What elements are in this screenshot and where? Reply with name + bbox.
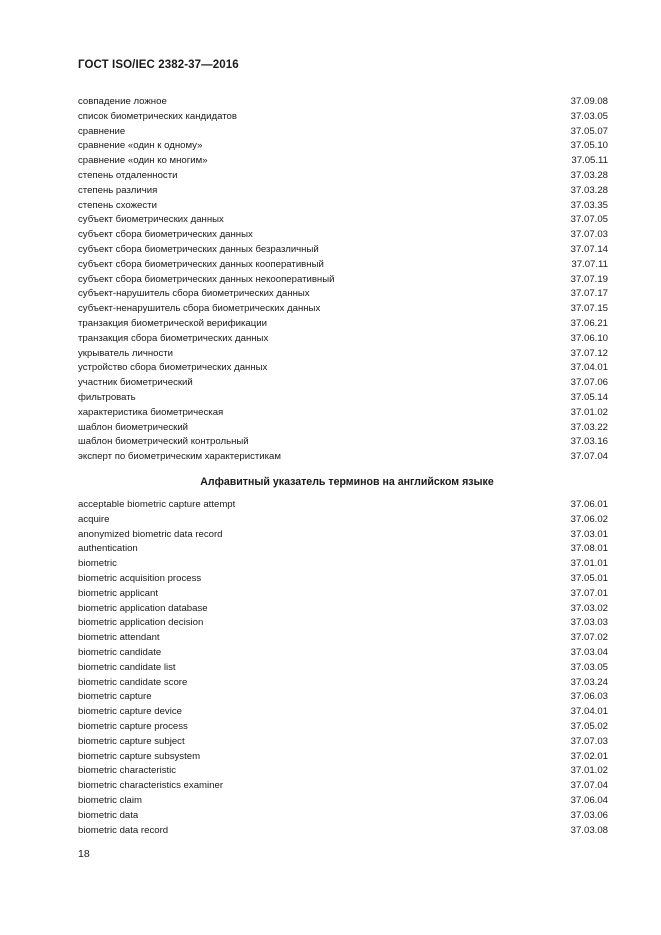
index-code: 37.05.07 bbox=[570, 125, 608, 137]
page-number: 18 bbox=[78, 848, 90, 860]
index-row bbox=[78, 557, 608, 572]
index-code: 37.05.10 bbox=[570, 140, 608, 152]
index-row bbox=[78, 228, 608, 243]
index-row bbox=[78, 646, 608, 661]
index-row bbox=[78, 779, 608, 794]
index-code: 37.06.03 bbox=[570, 691, 608, 703]
index-term: biometric data bbox=[78, 809, 139, 821]
index-code: 37.01.02 bbox=[570, 406, 608, 418]
index-row bbox=[78, 287, 608, 302]
index-row bbox=[78, 705, 608, 720]
index-code: 37.03.28 bbox=[570, 169, 608, 181]
index-term: biometric attendant bbox=[78, 632, 160, 644]
index-term: biometric capture process bbox=[78, 720, 188, 732]
index-term: biometric data record bbox=[78, 824, 169, 836]
index-term: biometric capture device bbox=[78, 706, 182, 718]
index-term: шаблон биометрический bbox=[78, 421, 189, 433]
index-row bbox=[78, 110, 608, 125]
index-row bbox=[78, 616, 608, 631]
index-term: субъект сбора биометрических данных безразличный bbox=[78, 243, 319, 255]
index-term: фильтровать bbox=[78, 391, 136, 403]
index-code: 37.07.03 bbox=[570, 735, 608, 747]
index-row bbox=[78, 347, 608, 362]
index-row bbox=[78, 794, 608, 809]
index-term: biometric application decision bbox=[78, 617, 204, 629]
document-header-title: ГОСТ ISO/IEC 2382-37—2016 bbox=[78, 59, 239, 71]
index-term: biometric claim bbox=[78, 794, 142, 806]
index-term: шаблон биометрический контрольный bbox=[78, 436, 249, 448]
index-row bbox=[78, 764, 608, 779]
index-term: степень схожести bbox=[78, 199, 157, 211]
index-row bbox=[78, 199, 608, 214]
index-row bbox=[78, 302, 608, 317]
index-code: 37.06.04 bbox=[570, 794, 608, 806]
index-code: 37.03.05 bbox=[570, 110, 608, 122]
index-term: сравнение «один ко многим» bbox=[78, 155, 208, 167]
index-code: 37.03.03 bbox=[570, 617, 608, 629]
index-term: транзакция сбора биометрических данных bbox=[78, 332, 269, 344]
index-term: biometric capture subject bbox=[78, 735, 185, 747]
index-row bbox=[78, 376, 608, 391]
index-row bbox=[78, 213, 608, 228]
index-term: anonymized biometric data record bbox=[78, 528, 223, 540]
index-code: 37.07.06 bbox=[570, 377, 608, 389]
english-index-title: Алфавитный указатель терминов на английском языке bbox=[200, 476, 494, 488]
index-term: biometric characteristic bbox=[78, 765, 177, 777]
index-row bbox=[78, 125, 608, 140]
index-code: 37.03.02 bbox=[570, 602, 608, 614]
index-code: 37.03.04 bbox=[570, 646, 608, 658]
index-code: 37.02.01 bbox=[570, 750, 608, 762]
index-row bbox=[78, 273, 608, 288]
index-code: 37.05.01 bbox=[570, 572, 608, 584]
index-term: biometric applicant bbox=[78, 587, 158, 599]
index-code: 37.07.02 bbox=[570, 632, 608, 644]
index-code: 37.01.01 bbox=[570, 558, 608, 570]
index-term: список биометрических кандидатов bbox=[78, 110, 237, 122]
index-row bbox=[78, 421, 608, 436]
index-term: субъект сбора биометрических данных некооперативный bbox=[78, 273, 335, 285]
index-term: субъект-ненарушитель сбора биометрических данных bbox=[78, 303, 321, 315]
index-term: biometric candidate bbox=[78, 646, 162, 658]
index-code: 37.07.14 bbox=[570, 243, 608, 255]
index-row bbox=[78, 243, 608, 258]
index-row bbox=[78, 602, 608, 617]
index-term: характеристика биометрическая bbox=[78, 406, 224, 418]
index-row bbox=[78, 406, 608, 421]
index-code: 37.07.01 bbox=[570, 587, 608, 599]
index-term: biometric candidate list bbox=[78, 661, 176, 673]
index-term: acquire bbox=[78, 513, 110, 525]
index-row bbox=[78, 332, 608, 347]
index-row bbox=[78, 735, 608, 750]
index-row bbox=[78, 676, 608, 691]
index-code: 37.08.01 bbox=[570, 543, 608, 555]
index-code: 37.01.02 bbox=[570, 765, 608, 777]
index-code: 37.07.05 bbox=[570, 214, 608, 226]
index-row bbox=[78, 154, 608, 169]
index-code: 37.05.14 bbox=[570, 391, 608, 403]
index-term: biometric candidate score bbox=[78, 676, 188, 688]
index-row bbox=[78, 528, 608, 543]
index-row bbox=[78, 95, 608, 110]
index-term: совпадение ложное bbox=[78, 96, 167, 107]
index-row bbox=[78, 720, 608, 735]
index-term: biometric capture bbox=[78, 691, 152, 703]
index-code: 37.03.08 bbox=[570, 824, 608, 836]
index-row bbox=[78, 513, 608, 528]
index-term: устройство сбора биометрических данных bbox=[78, 362, 268, 374]
index-code: 37.07.12 bbox=[570, 347, 608, 359]
index-code: 37.06.02 bbox=[570, 513, 608, 525]
index-row bbox=[78, 587, 608, 602]
index-row bbox=[78, 361, 608, 376]
index-code: 37.07.04 bbox=[570, 451, 608, 463]
index-term: субъект-нарушитель сбора биометрических данных bbox=[78, 288, 310, 300]
index-row bbox=[78, 572, 608, 587]
index-row bbox=[78, 809, 608, 824]
index-term: сравнение bbox=[78, 125, 126, 137]
index-row bbox=[78, 542, 608, 557]
index-code: 37.07.11 bbox=[571, 258, 608, 270]
index-code: 37.05.11 bbox=[571, 155, 608, 167]
index-code: 37.03.05 bbox=[570, 661, 608, 673]
index-term: biometric capture subsystem bbox=[78, 750, 201, 762]
index-term: транзакция биометрической верификации bbox=[78, 317, 267, 329]
index-code: 37.06.01 bbox=[570, 499, 608, 510]
index-term: эксперт по биометрическим характеристикам bbox=[78, 451, 281, 463]
index-code: 37.07.17 bbox=[570, 288, 608, 300]
english-term-index bbox=[78, 498, 608, 838]
index-row bbox=[78, 169, 608, 184]
index-term: biometric acquisition process bbox=[78, 572, 202, 584]
index-row bbox=[78, 391, 608, 406]
index-code: 37.07.19 bbox=[570, 273, 608, 285]
index-code: 37.05.02 bbox=[570, 720, 608, 732]
index-code: 37.03.06 bbox=[570, 809, 608, 821]
index-row bbox=[78, 824, 608, 839]
index-row bbox=[78, 435, 608, 450]
index-term: acceptable biometric capture attempt bbox=[78, 499, 236, 510]
index-row bbox=[78, 661, 608, 676]
index-row bbox=[78, 750, 608, 765]
index-term: сравнение «один к одному» bbox=[78, 140, 203, 152]
index-row bbox=[78, 631, 608, 646]
index-code: 37.03.22 bbox=[570, 421, 608, 433]
index-code: 37.03.35 bbox=[570, 199, 608, 211]
index-row bbox=[78, 450, 608, 465]
index-row bbox=[78, 184, 608, 199]
index-code: 37.03.24 bbox=[570, 676, 608, 688]
index-code: 37.03.01 bbox=[570, 528, 608, 540]
index-term: biometric bbox=[78, 558, 117, 570]
index-code: 37.09.08 bbox=[570, 96, 608, 107]
index-term: субъект сбора биометрических данных bbox=[78, 229, 253, 241]
index-term: степень различия bbox=[78, 184, 158, 196]
index-code: 37.06.21 bbox=[570, 317, 608, 329]
index-row bbox=[78, 317, 608, 332]
index-term: authentication bbox=[78, 543, 138, 555]
index-code: 37.07.03 bbox=[570, 229, 608, 241]
index-row bbox=[78, 139, 608, 154]
index-row bbox=[78, 258, 608, 273]
index-term: субъект сбора биометрических данных кооперативный bbox=[78, 258, 324, 270]
index-term: участник биометрический bbox=[78, 377, 193, 389]
index-code: 37.04.01 bbox=[570, 362, 608, 374]
index-code: 37.07.15 bbox=[570, 303, 608, 315]
index-code: 37.06.10 bbox=[570, 332, 608, 344]
index-code: 37.03.28 bbox=[570, 184, 608, 196]
index-row bbox=[78, 498, 608, 513]
index-term: biometric characteristics examiner bbox=[78, 780, 224, 792]
index-term: укрыватель личности bbox=[78, 347, 174, 359]
index-term: biometric application database bbox=[78, 602, 208, 614]
index-term: субъект биометрических данных bbox=[78, 214, 224, 226]
index-code: 37.07.04 bbox=[570, 780, 608, 792]
index-row bbox=[78, 690, 608, 705]
index-term: степень отдаленности bbox=[78, 169, 178, 181]
index-code: 37.03.16 bbox=[570, 436, 608, 448]
russian-term-index bbox=[78, 95, 608, 465]
index-code: 37.04.01 bbox=[570, 706, 608, 718]
